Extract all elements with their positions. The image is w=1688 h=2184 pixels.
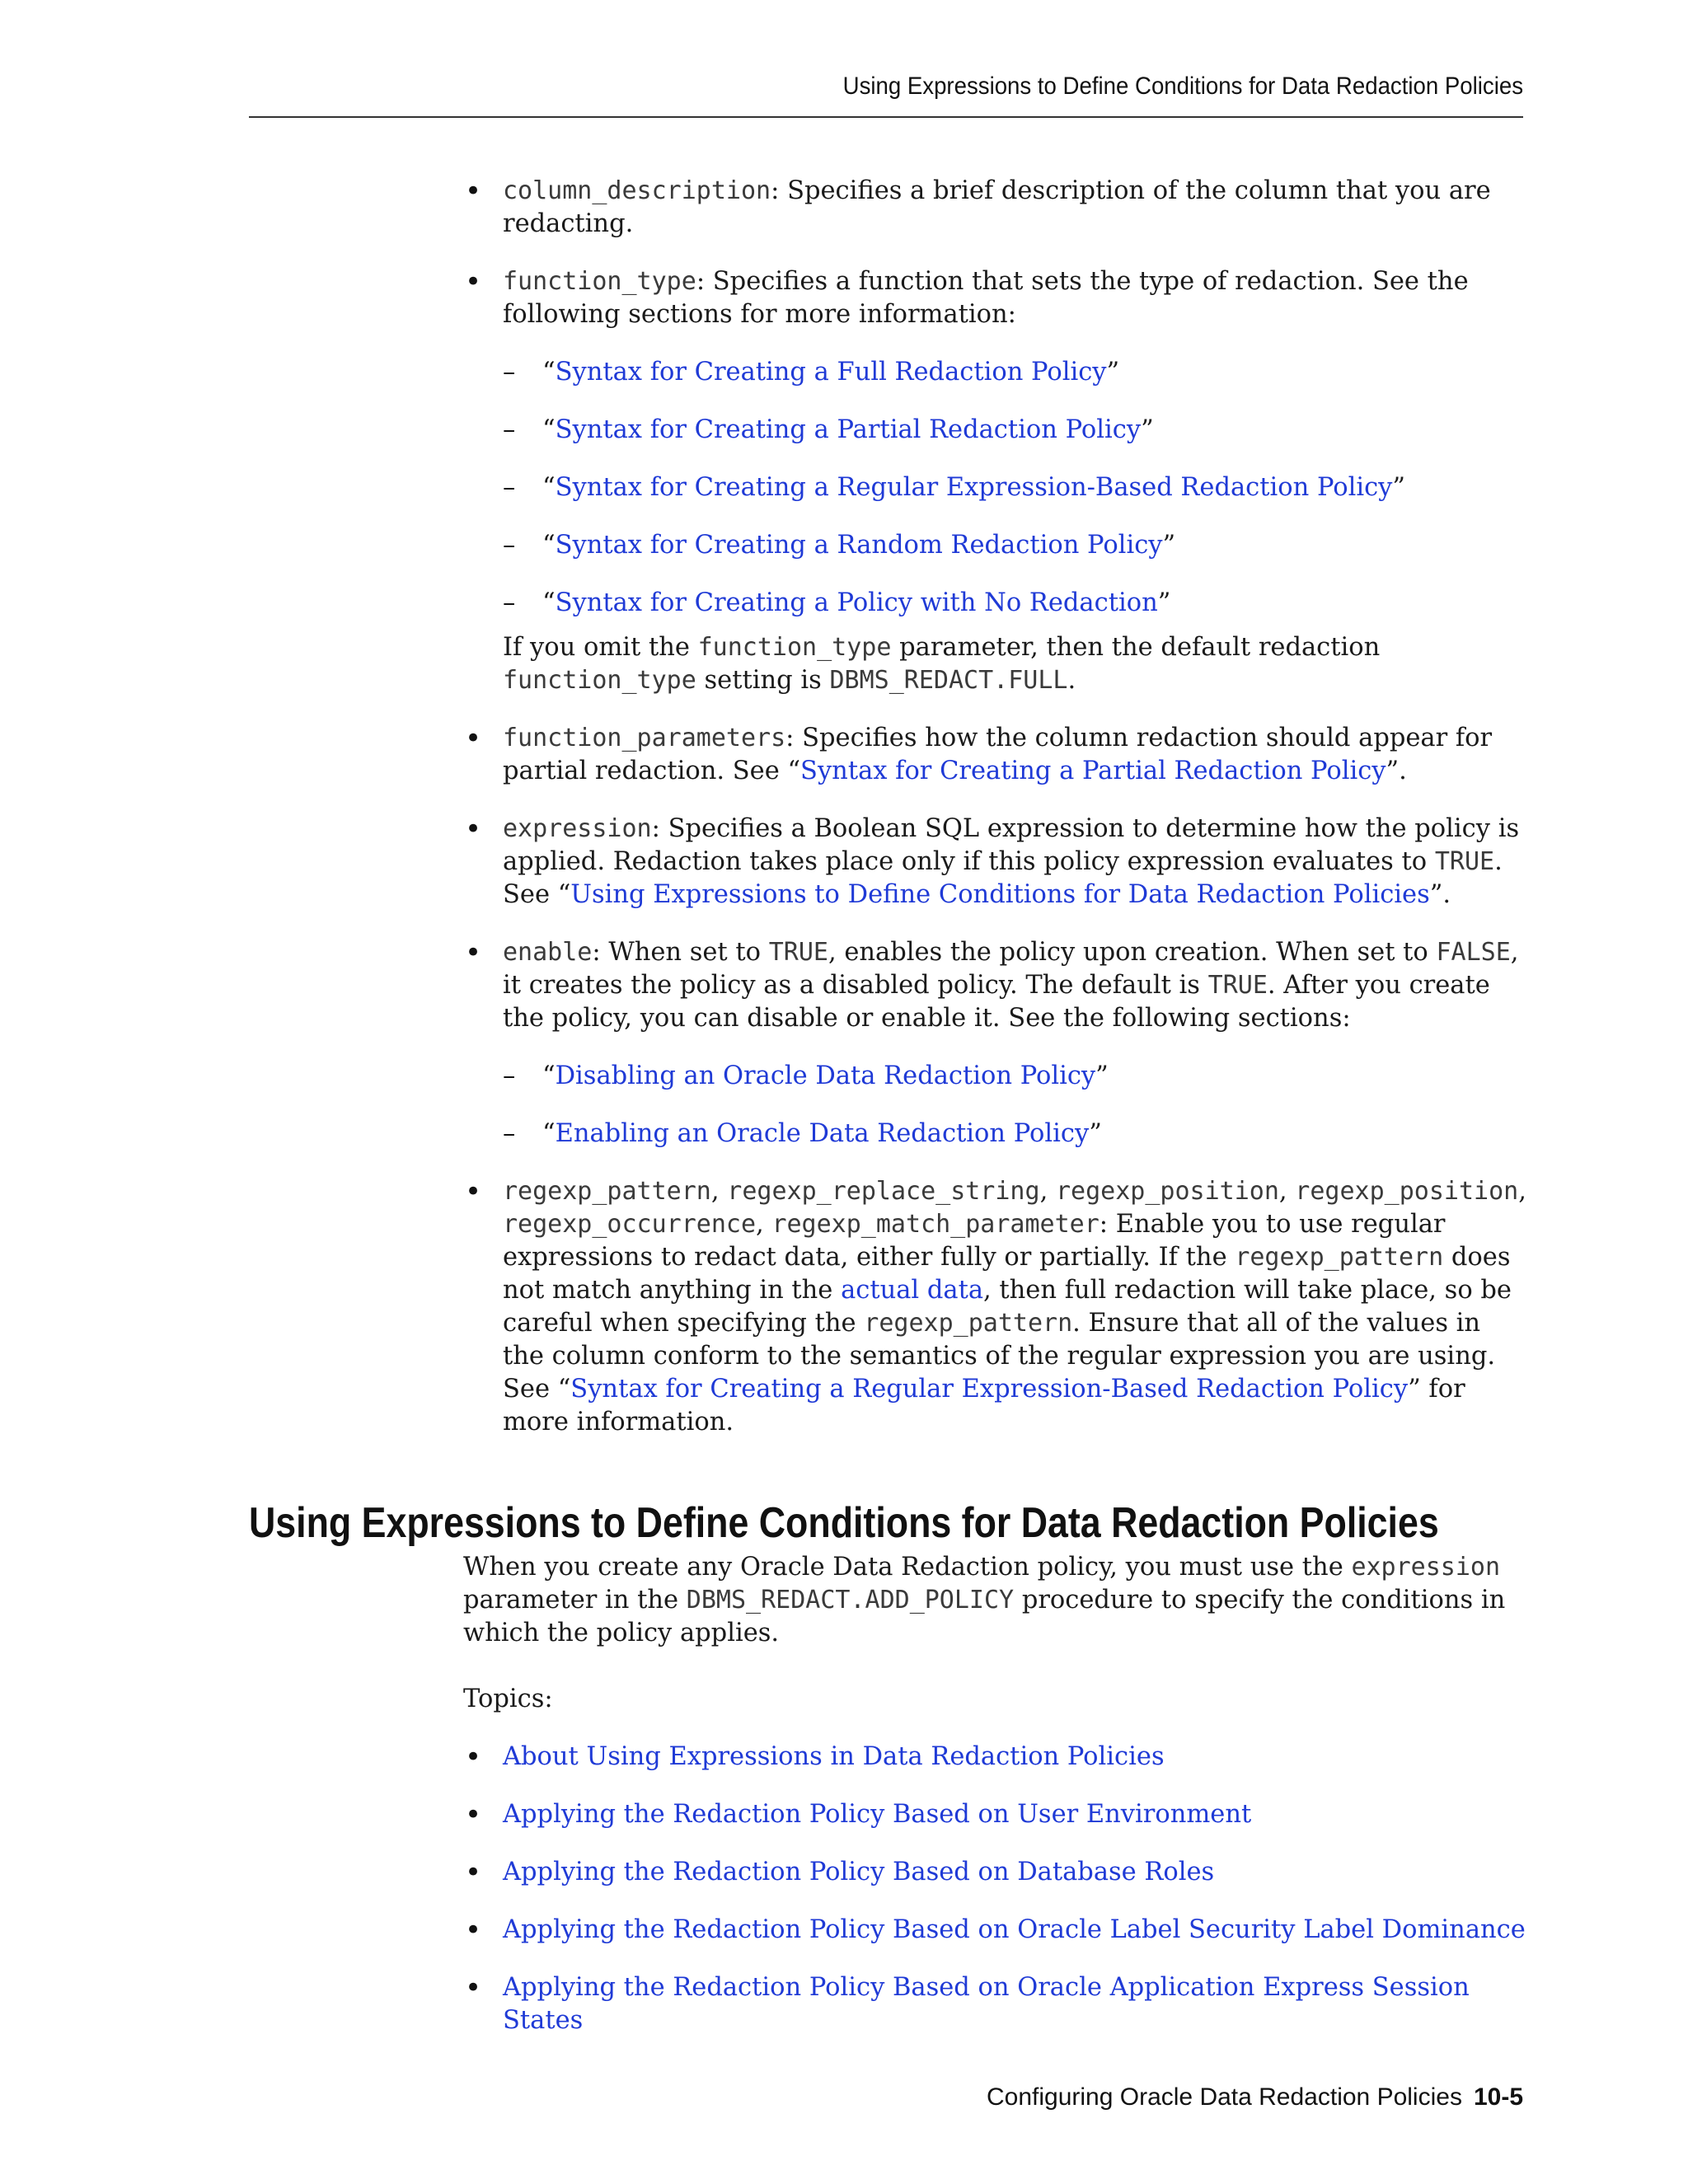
- link-partial-redaction[interactable]: Syntax for Creating a Partial Redaction Policy: [555, 415, 1142, 444]
- topic-item: [463, 1856, 1526, 1889]
- desc-text: . See “: [503, 847, 1503, 909]
- section-intro: [463, 1551, 1526, 1650]
- note-text: setting is: [696, 666, 830, 695]
- term-regexp-match-parameter: regexp_match_parameter: [771, 1210, 1100, 1239]
- topic-item: [463, 1798, 1526, 1831]
- dash-item: – “Enabling an Oracle Data Redaction Policy”: [503, 1118, 1526, 1151]
- bullet-function-type: [463, 265, 1526, 697]
- code-true: TRUE: [1434, 847, 1495, 876]
- link-no-redaction[interactable]: Syntax for Creating a Policy with No Redaction: [555, 588, 1158, 617]
- dash-item: – “Syntax for Creating a Partial Redaction Policy”: [503, 414, 1526, 447]
- term-regexp-replace-string: regexp_replace_string: [727, 1177, 1040, 1206]
- dash-item: – “Disabling an Oracle Data Redaction Policy”: [503, 1060, 1526, 1093]
- function-type-note: [503, 631, 1526, 697]
- link-partial-redaction[interactable]: Syntax for Creating a Partial Redaction Policy: [800, 757, 1386, 785]
- separator: ,: [1278, 1177, 1296, 1206]
- intro-text: procedure to specify the conditions in which the policy applies.: [463, 1586, 1506, 1647]
- topic-link-about-expressions[interactable]: About Using Expressions in Data Redaction Policies: [503, 1742, 1165, 1771]
- link-full-redaction[interactable]: Syntax for Creating a Full Redaction Policy: [555, 358, 1107, 387]
- bullet-regexp-parameters: [463, 1175, 1526, 1439]
- desc-text: , it creates the policy as a disabled policy. The default is: [503, 938, 1519, 1000]
- intro-text: parameter in the: [463, 1586, 687, 1615]
- dash-item: – “Syntax for Creating a Random Redaction Policy”: [503, 529, 1526, 562]
- bullet-function-parameters: [463, 722, 1526, 788]
- link-actual-data[interactable]: actual data: [841, 1276, 984, 1305]
- page-footer: [987, 2083, 1523, 2111]
- desc-text: . Ensure that all of the values in the column conform to the semantics of the regular expression you are using. See “: [503, 1309, 1496, 1404]
- note-text: .: [1067, 666, 1076, 695]
- code-expression: expression: [1351, 1553, 1501, 1582]
- link-random-redaction[interactable]: Syntax for Creating a Random Redaction Policy: [555, 531, 1163, 560]
- section-body: [463, 1551, 1526, 2062]
- footer-title: Configuring Oracle Data Redaction Policies: [986, 2083, 1462, 2111]
- desc-text: : Enable you to use regular expressions to redact data, either fully or partially. If the: [503, 1210, 1446, 1272]
- desc-function-type: : Specifies a function that sets the type of redaction. See the following sections for more information:: [503, 267, 1469, 329]
- note-text: parameter, then the default redaction: [891, 633, 1381, 662]
- header-rule: [249, 116, 1523, 118]
- intro-text: When you create any Oracle Data Redaction policy, you must use the: [463, 1553, 1352, 1582]
- section-heading: Using Expressions to Define Conditions for Data Redaction Policies: [249, 1499, 1439, 1547]
- term-regexp-position: regexp_position: [1295, 1177, 1519, 1206]
- desc-expression: : Specifies a Boolean SQL expression to determine how the policy is applied. Redaction takes place only if this policy expression evaluates to: [503, 814, 1520, 876]
- term-column-description: column_description: [503, 176, 771, 205]
- code-true: TRUE: [1207, 971, 1268, 1000]
- separator: ,: [1039, 1177, 1056, 1206]
- link-regexp-redaction[interactable]: Syntax for Creating a Regular Expression-Based Redaction Policy: [555, 473, 1393, 502]
- link-regexp-redaction[interactable]: Syntax for Creating a Regular Expression-Based Redaction Policy: [570, 1375, 1409, 1404]
- desc-text: does not match anything in the: [503, 1243, 1511, 1305]
- desc-text: . After you create the policy, you can disable or enable it. See the following sections:: [503, 971, 1490, 1033]
- desc-end: ”.: [1429, 880, 1451, 909]
- desc-column-description: : Specifies a brief description of the column that you are redacting.: [503, 176, 1491, 238]
- term-enable: enable: [503, 938, 593, 967]
- code-regexp-pattern: regexp_pattern: [864, 1309, 1073, 1338]
- topics-label: Topics:: [463, 1685, 553, 1713]
- topic-link-database-roles[interactable]: Applying the Redaction Policy Based on Database Roles: [503, 1858, 1215, 1886]
- link-enabling-policy[interactable]: Enabling an Oracle Data Redaction Policy: [555, 1119, 1090, 1148]
- separator: ,: [710, 1177, 728, 1206]
- term-regexp-pattern: regexp_pattern: [503, 1177, 711, 1206]
- term-regexp-occurrence: regexp_occurrence: [503, 1210, 757, 1239]
- topic-item: [463, 1914, 1526, 1947]
- term-regexp-position: regexp_position: [1055, 1177, 1279, 1206]
- note-code: DBMS_REDACT.FULL: [829, 666, 1068, 695]
- link-using-expressions[interactable]: Using Expressions to Define Conditions for Data Redaction Policies: [570, 880, 1430, 909]
- code-regexp-pattern: regexp_pattern: [1235, 1243, 1444, 1272]
- topic-item: [463, 1741, 1526, 1774]
- separator: ,: [1518, 1177, 1526, 1206]
- topic-link-user-environment[interactable]: Applying the Redaction Policy Based on User Environment: [503, 1800, 1252, 1829]
- topic-link-label-dominance[interactable]: Applying the Redaction Policy Based on Oracle Label Security Label Dominance: [503, 1915, 1526, 1944]
- topic-link-apex-session-states[interactable]: Applying the Redaction Policy Based on Oracle Application Express Session States: [503, 1973, 1470, 2035]
- topic-item: [463, 1971, 1526, 2037]
- desc-text: ” for more information.: [503, 1375, 1465, 1436]
- desc-text: : When set to: [592, 938, 769, 967]
- bullet-column-description: [463, 175, 1526, 241]
- enable-links: [503, 1060, 1526, 1151]
- bullet-expression: [463, 813, 1526, 912]
- desc-function-parameters: : Specifies how the column redaction should appear for partial redaction. See “: [503, 724, 1493, 785]
- code-add-policy: DBMS_REDACT.ADD_POLICY: [686, 1586, 1015, 1615]
- note-code: function_type: [697, 633, 892, 662]
- desc-end: ”.: [1386, 757, 1407, 785]
- code-true: TRUE: [768, 938, 828, 967]
- term-expression: expression: [503, 814, 652, 843]
- dash-item: – “Syntax for Creating a Full Redaction Policy”: [503, 356, 1526, 389]
- separator: ,: [756, 1210, 772, 1239]
- parameter-bullets: [463, 175, 1526, 1439]
- function-type-links: [503, 356, 1526, 620]
- running-header: Using Expressions to Define Conditions for Data Redaction Policies: [842, 73, 1523, 100]
- note-code: function_type: [503, 666, 696, 695]
- term-function-parameters: function_parameters: [503, 724, 786, 752]
- link-disabling-policy[interactable]: Disabling an Oracle Data Redaction Policy: [555, 1062, 1096, 1090]
- dash-item: – “Syntax for Creating a Regular Expression-Based Redaction Policy”: [503, 471, 1526, 504]
- code-false: FALSE: [1436, 938, 1511, 967]
- topics-list: [463, 1741, 1526, 2037]
- bullet-enable: [463, 936, 1526, 1151]
- parameter-list: [463, 175, 1526, 1464]
- page-number: 10-5: [1473, 2083, 1523, 2111]
- note-text: If you omit the: [503, 633, 698, 662]
- term-function-type: function_type: [503, 267, 696, 296]
- desc-text: , then full redaction will take place, so be careful when specifying the: [503, 1276, 1512, 1338]
- dash-item: – “Syntax for Creating a Policy with No Redaction”: [503, 587, 1526, 620]
- desc-text: , enables the policy upon creation. When set to: [828, 938, 1437, 967]
